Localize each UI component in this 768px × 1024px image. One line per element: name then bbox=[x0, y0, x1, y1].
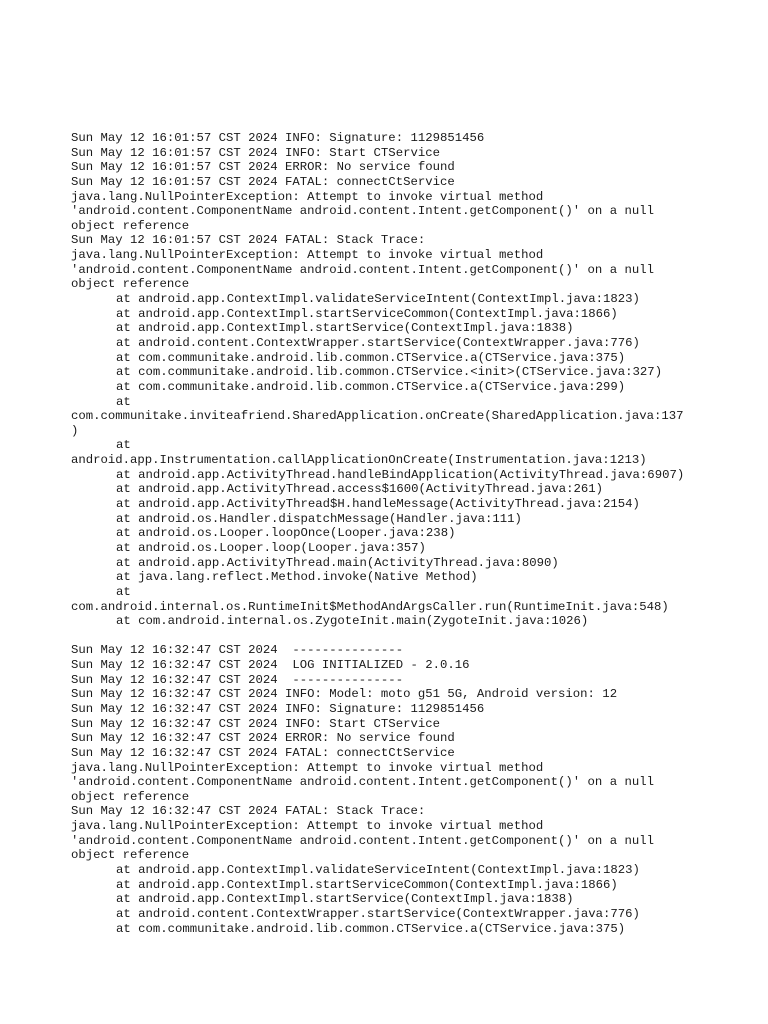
log-line: java.lang.NullPointerException: Attempt to invoke virtual method bbox=[71, 760, 544, 775]
log-line: com.communitake.inviteafriend.SharedApplication.onCreate(SharedApplication.java:137 bbox=[71, 409, 684, 424]
log-line: at bbox=[116, 584, 131, 599]
log-line: com.android.internal.os.RuntimeInit$MethodAndArgsCaller.run(RuntimeInit.java:548) bbox=[71, 599, 669, 614]
log-line: Sun May 12 16:32:47 CST 2024 LOG INITIALIZED - 2.0.16 bbox=[71, 658, 470, 673]
log-line: 'android.content.ComponentName android.content.Intent.getComponent()' on a null bbox=[71, 775, 654, 790]
log-line: at com.communitake.android.lib.common.CTService.a(CTService.java:299) bbox=[116, 379, 626, 394]
log-line: Sun May 12 16:01:57 CST 2024 ERROR: No service found bbox=[71, 160, 455, 175]
log-line: object reference bbox=[71, 848, 190, 863]
log-line: at android.app.ActivityThread.main(ActivityThread.java:8090) bbox=[116, 555, 559, 570]
log-line: at android.app.ActivityThread.access$1600(ActivityThread.java:261) bbox=[116, 482, 604, 497]
log-line: Sun May 12 16:01:57 CST 2024 FATAL: Stack Trace: bbox=[71, 233, 426, 248]
log-line: android.app.Instrumentation.callApplicationOnCreate(Instrumentation.java:1213) bbox=[71, 453, 647, 468]
log-line: at android.app.ContextImpl.validateServiceIntent(ContextImpl.java:1823) bbox=[116, 863, 640, 878]
log-line: at android.app.ContextImpl.startService(ContextImpl.java:1838) bbox=[116, 892, 574, 907]
log-line: Sun May 12 16:01:57 CST 2024 INFO: Start CTService bbox=[71, 145, 440, 160]
log-line: at android.app.ContextImpl.startServiceCommon(ContextImpl.java:1866) bbox=[116, 877, 618, 892]
log-line: Sun May 12 16:32:47 CST 2024 ERROR: No service found bbox=[71, 731, 455, 746]
log-line: at android.content.ContextWrapper.startService(ContextWrapper.java:776) bbox=[116, 906, 640, 921]
log-line: at android.os.Looper.loopOnce(Looper.java:238) bbox=[116, 526, 456, 541]
log-line: at android.content.ContextWrapper.startService(ContextWrapper.java:776) bbox=[116, 335, 640, 350]
log-line: Sun May 12 16:32:47 CST 2024 FATAL: Stack Trace: bbox=[71, 804, 426, 819]
log-line: java.lang.NullPointerException: Attempt to invoke virtual method bbox=[71, 819, 544, 834]
log-line: Sun May 12 16:32:47 CST 2024 FATAL: connectCtService bbox=[71, 745, 455, 760]
log-line: Sun May 12 16:32:47 CST 2024 --------------- bbox=[71, 672, 404, 687]
log-line: at android.app.ContextImpl.validateServiceIntent(ContextImpl.java:1823) bbox=[116, 292, 640, 307]
log-line: ) bbox=[71, 423, 79, 438]
log-line: Sun May 12 16:32:47 CST 2024 INFO: Start CTService bbox=[71, 716, 440, 731]
log-line: at android.app.ContextImpl.startService(ContextImpl.java:1838) bbox=[116, 321, 574, 336]
log-line: object reference bbox=[71, 277, 190, 292]
log-line: 'android.content.ComponentName android.content.Intent.getComponent()' on a null bbox=[71, 262, 654, 277]
log-line: at com.android.internal.os.ZygoteInit.main(ZygoteInit.java:1026) bbox=[116, 614, 589, 629]
log-line: Sun May 12 16:32:47 CST 2024 INFO: Model: moto g51 5G, Android version: 12 bbox=[71, 687, 618, 702]
log-line: Sun May 12 16:32:47 CST 2024 INFO: Signature: 1129851456 bbox=[71, 701, 485, 716]
blank-line bbox=[71, 629, 761, 644]
log-line: at android.app.ActivityThread.handleBindApplication(ActivityThread.java:6907) bbox=[116, 467, 685, 482]
log-line: at com.communitake.android.lib.common.CTService.a(CTService.java:375) bbox=[116, 921, 626, 936]
log-line: at bbox=[116, 438, 131, 453]
log-line: at com.communitake.android.lib.common.CTService.a(CTService.java:375) bbox=[116, 350, 626, 365]
log-line: Sun May 12 16:32:47 CST 2024 --------------- bbox=[71, 643, 404, 658]
log-line: 'android.content.ComponentName android.content.Intent.getComponent()' on a null bbox=[71, 833, 654, 848]
log-line: Sun May 12 16:01:57 CST 2024 FATAL: connectCtService bbox=[71, 174, 455, 189]
log-line: java.lang.NullPointerException: Attempt to invoke virtual method bbox=[71, 189, 544, 204]
log-line: 'android.content.ComponentName android.content.Intent.getComponent()' on a null bbox=[71, 204, 654, 219]
log-line: Sun May 12 16:01:57 CST 2024 INFO: Signature: 1129851456 bbox=[71, 131, 485, 145]
log-line: at android.app.ActivityThread$H.handleMessage(ActivityThread.java:2154) bbox=[116, 497, 640, 512]
log-line: at com.communitake.android.lib.common.CTService.<init>(CTService.java:327) bbox=[116, 365, 663, 380]
log-document bbox=[71, 131, 761, 936]
log-line: java.lang.NullPointerException: Attempt to invoke virtual method bbox=[71, 248, 544, 263]
log-line: at bbox=[116, 394, 131, 409]
log-line: at android.os.Looper.loop(Looper.java:357) bbox=[116, 540, 426, 555]
log-line: at android.os.Handler.dispatchMessage(Handler.java:111) bbox=[116, 511, 522, 526]
log-line: object reference bbox=[71, 218, 190, 233]
log-line: at android.app.ContextImpl.startServiceCommon(ContextImpl.java:1866) bbox=[116, 306, 618, 321]
log-line: object reference bbox=[71, 789, 190, 804]
log-line: at java.lang.reflect.Method.invoke(Native Method) bbox=[116, 570, 478, 585]
